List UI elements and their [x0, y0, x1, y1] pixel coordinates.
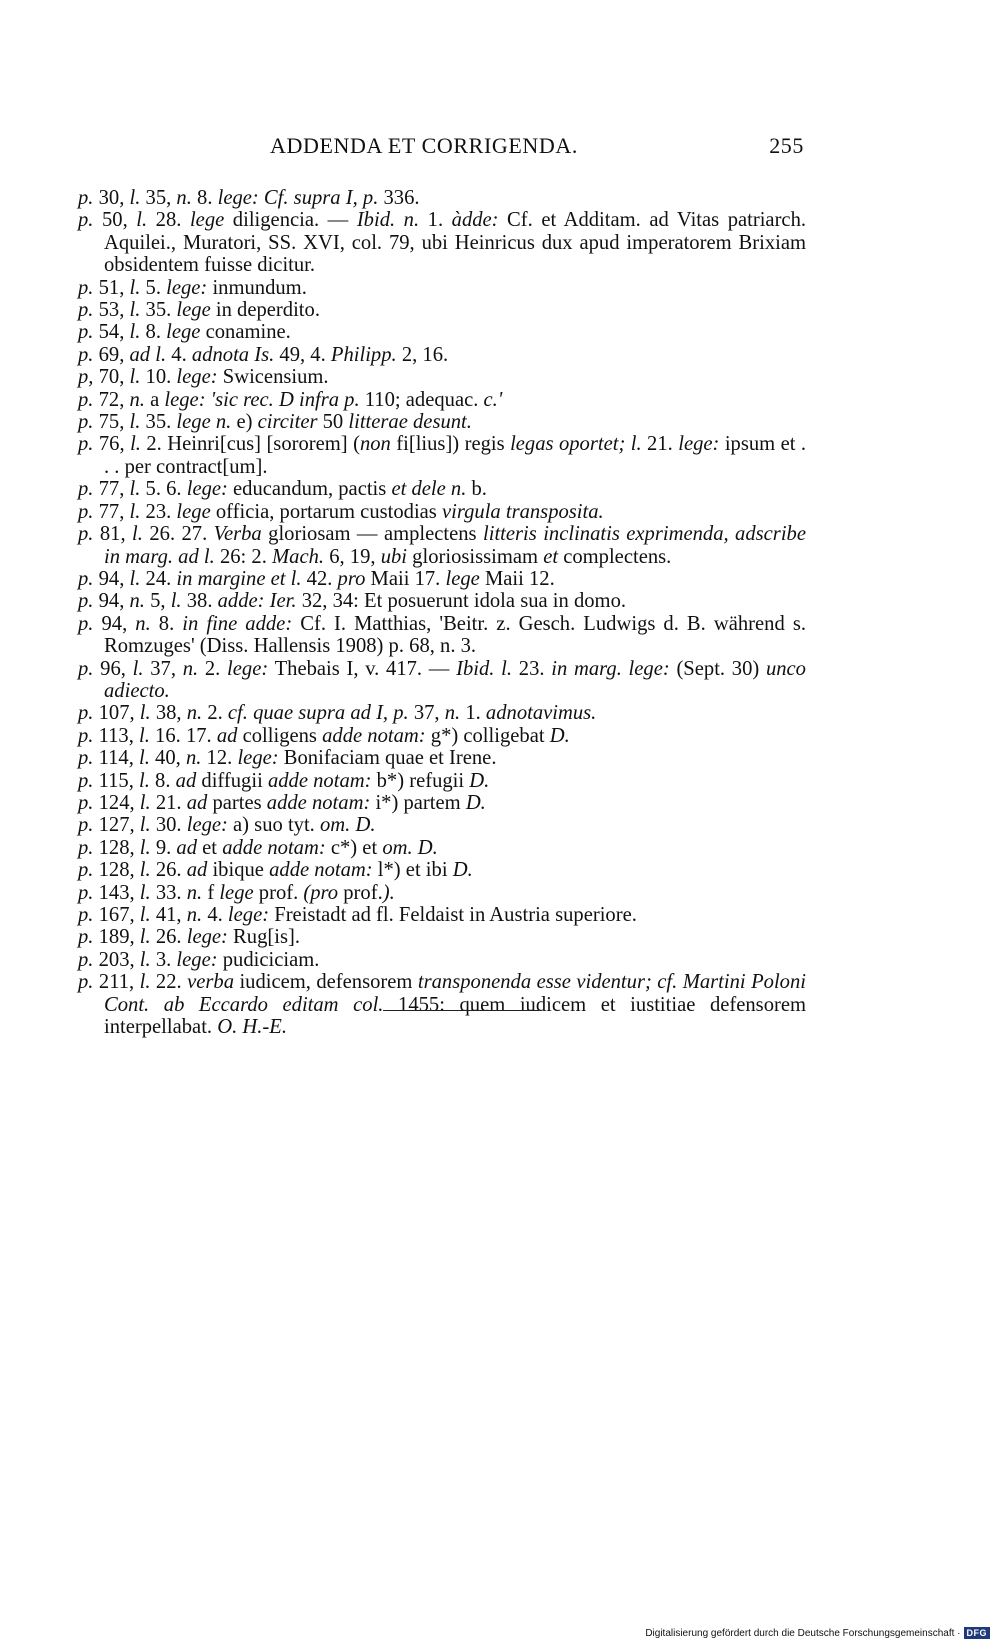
corrigendum-entry: p. 113, l. 16. 17. ad colligens adde notam: g*) colligebat D.: [78, 724, 570, 747]
corrigendum-entry: p. 114, l. 40, n. 12. lege: Bonifaciam quae et Irene.: [78, 747, 497, 770]
corrigendum-entry: p. 124, l. 21. ad partes adde notam: i*) partem D.: [78, 791, 486, 814]
corrigendum-entry: p. 211, l. 22. verba iudicem, defensorem transponenda esse videntur; cf. Martini Poloni Cont. ab Eccardo editam col. 1455: quem iudicem et iustitiae defensorem interpellabat. O. H.-E.: [78, 971, 807, 1039]
corrigendum-entry: p. 115, l. 8. ad diffugii adde notam: b*) refugii D.: [78, 769, 490, 792]
corrigendum-entry: p. 94, n. 5, l. 38. adde: Ier. 32, 34: Et posuerunt idola sua in domo.: [78, 590, 627, 613]
footer: [645, 1627, 990, 1639]
corrigendum-entry: p. 94, n. 8. in fine adde: Cf. I. Matthias, 'Beitr. z. Gesch. Ludwigs d. B. während s. Romzuges' (Diss. Hallensis 1908) p. 68, n. 3.: [78, 612, 806, 658]
corrigendum-entry: p. 69, ad l. 4. adnota Is. 49, 4. Philipp. 2, 16.: [78, 343, 449, 366]
corrigendum-entry: p. 143, l. 33. n. f lege prof. (pro prof.).: [78, 881, 395, 904]
corrigenda-list: [78, 187, 806, 1038]
corrigendum-entry: p. 75, l. 35. lege n. e) circiter 50 litterae desunt.: [78, 411, 472, 434]
page-number: 255: [769, 133, 804, 158]
corrigendum-entry: p. 77, l. 5. 6. lege: educandum, pactis et dele n. b.: [78, 478, 487, 501]
corrigendum-entry: p. 30, l. 35, n. 8. lege: Cf. supra I, p. 336.: [78, 187, 420, 209]
footer-text: Digitalisierung gefördert durch die Deutsche Forschungsgemeinschaft ·: [645, 1627, 961, 1639]
corrigendum-entry: p. 128, l. 26. ad ibique adde notam: l*) et ibi D.: [78, 859, 473, 882]
corrigendum-entry: p. 96, l. 37, n. 2. lege: Thebais I, v. 417. — Ibid. l. 23. in marg. lege: (Sept. 30) unco adiecto.: [78, 657, 806, 702]
corrigendum-entry: p. 127, l. 30. lege: a) suo tyt. om. D.: [78, 814, 376, 837]
separator-rule: [383, 1010, 539, 1011]
corrigendum-entry: p. 81, l. 26. 27. Verba gloriosam — amplectens litteris inclinatis exprimenda, adscribe in marg. ad l. 26: 2. Mach. 6, 19, ubi gloriosissimam et complectens.: [78, 523, 806, 568]
dfg-logo: DFG: [964, 1627, 991, 1639]
corrigendum-entry: p. 53, l. 35. lege in deperdito.: [78, 299, 320, 322]
corrigendum-entry: p. 128, l. 9. ad et adde notam: c*) et om. D.: [78, 836, 438, 859]
corrigendum-entry: p. 189, l. 26. lege: Rug[is].: [78, 926, 300, 949]
corrigendum-entry: p. 167, l. 41, n. 4. lege: Freistadt ad fl. Feldaist in Austria superiore.: [78, 904, 637, 926]
corrigendum-entry: p. 94, l. 24. in margine et l. 42. pro Maii 17. lege Maii 12.: [78, 567, 555, 590]
corrigendum-entry: p. 76, l. 2. Heinri[cus] [sororem] (non fi[lius]) regis legas oportet; l. 21. lege: ipsum et . . . per contract[um].: [78, 433, 807, 478]
corrigendum-entry: p, 70, l. 10. lege: Swicensium.: [78, 366, 329, 389]
corrigendum-entry: p. 72, n. a lege: 'sic rec. D infra p. 110; adequac. c.': [78, 388, 503, 411]
corrigendum-entry: p. 107, l. 38, n. 2. cf. quae supra ad I, p. 37, n. 1. adnotavimus.: [78, 702, 597, 725]
corrigendum-entry: p. 51, l. 5. lege: inmundum.: [78, 276, 307, 299]
corrigendum-entry: p. 50, l. 28. lege diligencia. — Ibid. n. 1. àdde: Cf. et Additam. ad Vitas patriarch. Aquilei., Muratori, SS. XVI, col. 79, ubi Heinricus dux apud imperatorem Brixiam obsidentem fuisse dicitur.: [78, 209, 807, 277]
corrigendum-entry: p. 77, l. 23. lege officia, portarum custodias virgula transposita.: [78, 500, 604, 523]
corrigendum-entry: p. 54, l. 8. lege conamine.: [78, 321, 291, 344]
corrigendum-entry: p. 203, l. 3. lege: pudiciciam.: [78, 948, 320, 971]
page-title: ADDENDA ET CORRIGENDA.: [270, 133, 578, 158]
